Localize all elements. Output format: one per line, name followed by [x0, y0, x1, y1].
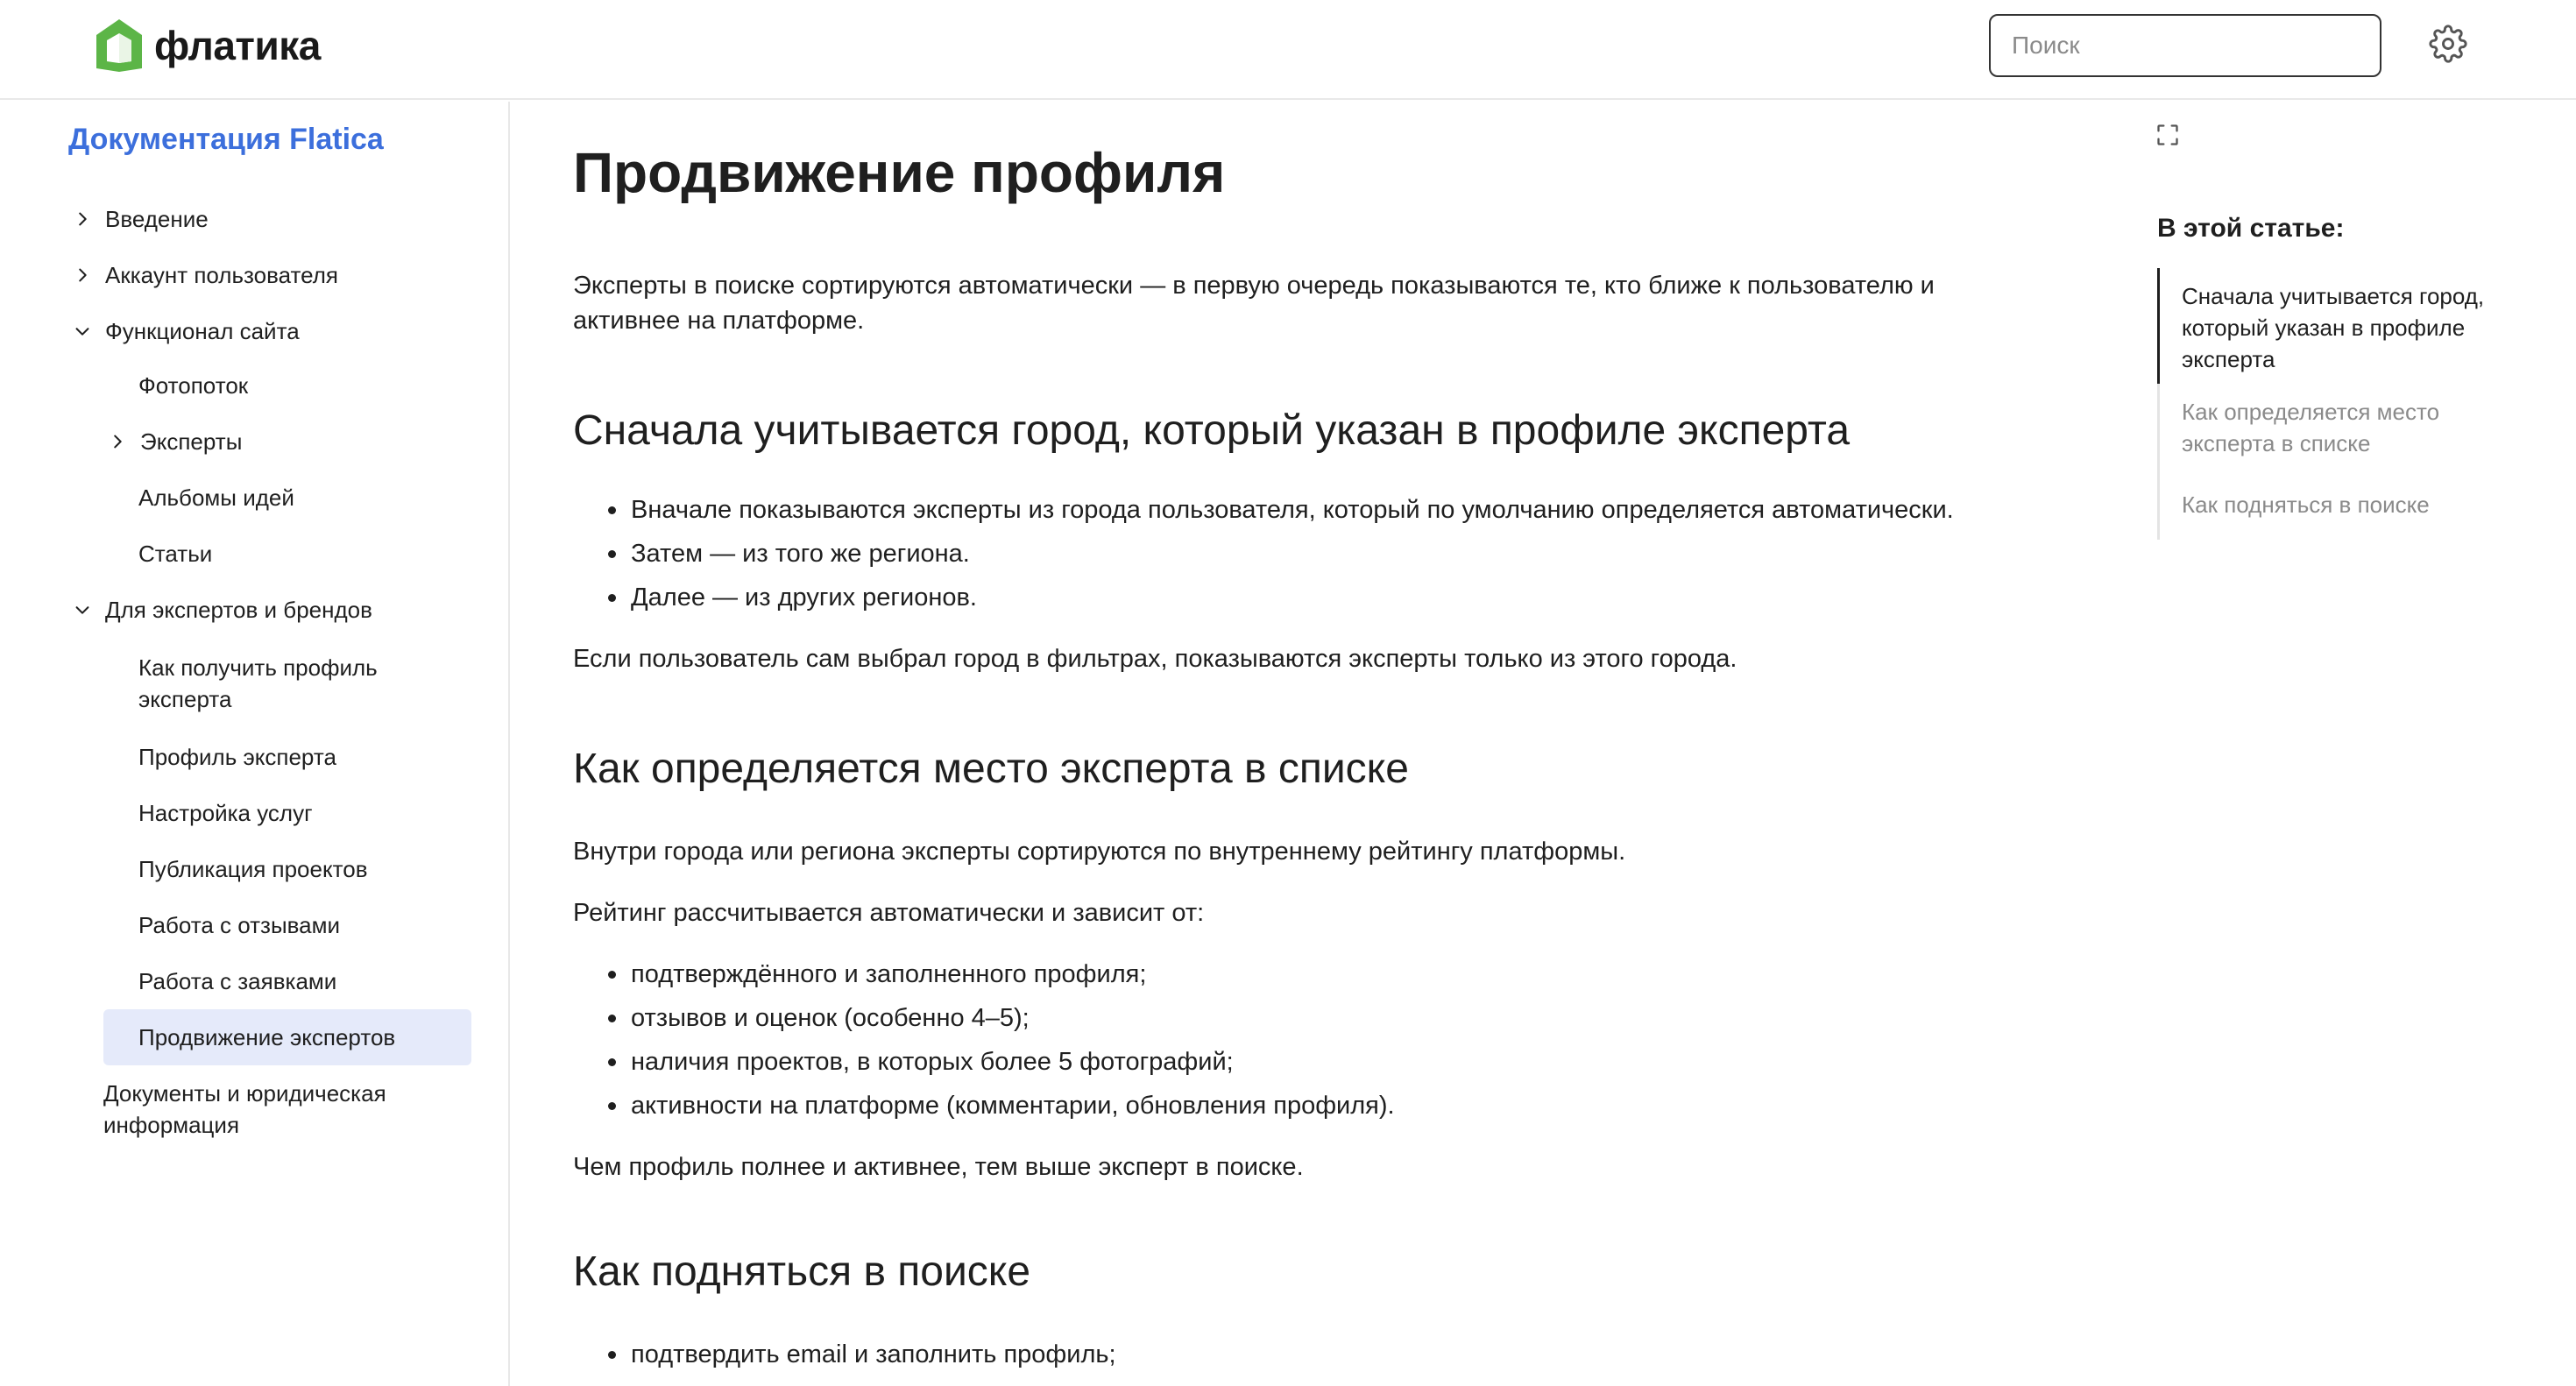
list-item: Вначале показываются эксперты из города пользователя, который по умолчанию определяется автоматически.	[631, 496, 1954, 524]
sidebar-item-label: Как получить профиль эксперта	[138, 654, 378, 712]
sidebar-item-legal[interactable]	[103, 1078, 454, 1141]
sidebar-item-label: Фотопоток	[138, 372, 249, 399]
sidebar-item-label: Альбомы идей	[138, 484, 294, 511]
list-item: отзывов и оценок (особенно 4–5);	[631, 1004, 1030, 1032]
list-item: активности на платформе (комментарии, обновления профиля).	[631, 1092, 1395, 1120]
sidebar-item-photostream[interactable]	[138, 370, 248, 401]
chevron-right-icon[interactable]	[105, 429, 130, 454]
chevron-down-icon[interactable]	[70, 598, 95, 622]
sidebar-item-label: Публикация проектов	[138, 856, 368, 882]
list-bullet	[608, 1351, 616, 1359]
search-input[interactable]	[1989, 14, 2381, 77]
house-logo-icon	[95, 18, 144, 74]
sidebar-item-get-expert-profile[interactable]	[138, 652, 419, 715]
chevron-down-icon[interactable]	[70, 319, 95, 343]
sidebar-item-label: Работа с отзывами	[138, 912, 341, 938]
page-title: Продвижение профиля	[573, 141, 1226, 204]
sidebar-item-label: Профиль эксперта	[138, 744, 336, 770]
sidebar-item-idea-albums[interactable]	[138, 482, 294, 513]
sidebar-item-requests[interactable]	[138, 965, 336, 997]
intro-paragraph: Эксперты в поиске сортируются автоматически — в первую очередь показываются те, кто ближе к пользователю и активнее на платформе.	[573, 272, 1935, 335]
gear-icon[interactable]	[2429, 25, 2467, 63]
list-bullet	[608, 1015, 616, 1022]
sidebar-item-label: Документы и юридическая информация	[103, 1080, 386, 1138]
logo-text: флатика	[154, 23, 321, 68]
toc-item-boost[interactable]: Как подняться в поиске	[2182, 491, 2430, 518]
sidebar-item-services[interactable]	[138, 797, 313, 829]
fullscreen-icon[interactable]	[2155, 123, 2180, 147]
sidebar-item-label: Эксперты	[140, 428, 243, 455]
section-heading-ranking: Как определяется место эксперта в списке	[573, 746, 1409, 792]
sidebar-item-label: Функционал сайта	[105, 318, 300, 344]
section-note-ranking: Чем профиль полнее и активнее, тем выше эксперт в поиске.	[573, 1153, 1304, 1181]
list-item: Далее — из других регионов.	[631, 583, 977, 612]
sidebar-item-account[interactable]	[70, 259, 338, 291]
sidebar-item-label: Статьи	[138, 541, 213, 567]
list-item: подтверждённого и заполненного профиля;	[631, 960, 1147, 988]
chevron-right-icon[interactable]	[70, 207, 95, 231]
sidebar-item-experts[interactable]	[105, 426, 242, 457]
sidebar-item-projects[interactable]	[138, 853, 368, 885]
toc-rail-active	[2157, 268, 2160, 384]
sidebar	[0, 102, 510, 1386]
list-bullet	[608, 550, 616, 558]
list-item: подтвердить email и заполнить профиль;	[631, 1340, 1116, 1368]
sidebar-title[interactable]: Документация Flatica	[68, 123, 384, 156]
list-item: Затем — из того же региона.	[631, 540, 970, 568]
toc-title: В этой статье:	[2157, 214, 2345, 243]
top-header	[0, 0, 2576, 100]
sidebar-item-label: Для экспертов и брендов	[105, 597, 372, 623]
chevron-right-icon[interactable]	[70, 263, 95, 287]
sidebar-item-label: Введение	[105, 206, 209, 232]
toc-item-ranking[interactable]: Как определяется место эксперта в списке	[2182, 399, 2440, 456]
sidebar-item-label: Продвижение экспертов	[138, 1024, 396, 1050]
sidebar-item-label: Работа с заявками	[138, 968, 337, 994]
sidebar-item-label: Настройка услуг	[138, 800, 313, 826]
list-bullet	[608, 1058, 616, 1066]
sidebar-item-reviews[interactable]	[138, 909, 340, 941]
list-bullet	[608, 1102, 616, 1110]
ranking-factors-intro: Рейтинг рассчитывается автоматически и зависит от:	[573, 899, 1205, 927]
sidebar-item-articles[interactable]	[138, 538, 212, 569]
sidebar-item-site-features[interactable]	[70, 315, 300, 347]
list-item: наличия проектов, в которых более 5 фотографий;	[631, 1048, 1234, 1076]
section-note-city: Если пользователь сам выбрал город в фильтрах, показываются эксперты только из этого города.	[573, 645, 1737, 673]
sidebar-item-promotion[interactable]	[138, 1022, 395, 1053]
section-heading-city: Сначала учитывается город, который указан в профиле эксперта	[573, 407, 1851, 454]
sidebar-item-for-experts[interactable]	[70, 594, 372, 626]
sidebar-item-label: Аккаунт пользователя	[105, 262, 338, 288]
list-bullet	[608, 506, 616, 514]
list-bullet	[608, 594, 616, 602]
sidebar-item-expert-profile[interactable]	[138, 741, 336, 773]
sidebar-item-intro[interactable]	[70, 203, 209, 235]
list-bullet	[608, 971, 616, 979]
toc-item-city[interactable]: Сначала учитывается город, который указан в профиле эксперта	[2182, 283, 2485, 372]
section-heading-boost: Как подняться в поиске	[573, 1248, 1031, 1295]
logo[interactable]	[95, 18, 321, 74]
ranking-paragraph: Внутри города или региона эксперты сортируются по внутреннему рейтингу платформы.	[573, 838, 1626, 866]
